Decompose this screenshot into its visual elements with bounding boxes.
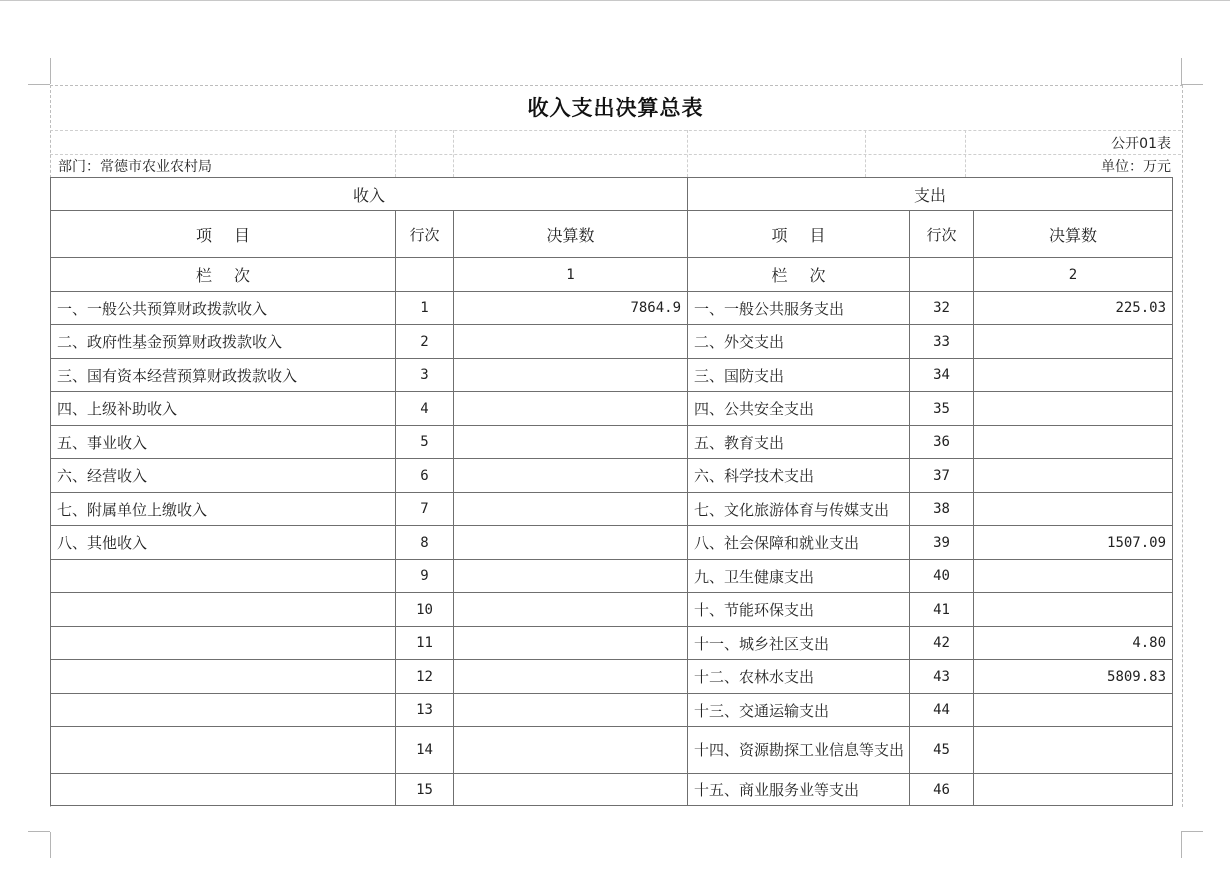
income-amount — [454, 593, 688, 627]
expense-amount — [974, 727, 1173, 774]
unit-label: 单位：万元 — [1101, 159, 1171, 175]
expense-row-number: 38 — [910, 493, 974, 526]
income-amount-header: 决算数 — [454, 211, 688, 258]
income-item: 四、上级补助收入 — [51, 392, 396, 426]
income-row-number: 11 — [396, 627, 454, 660]
expense-item: 三、国防支出 — [688, 359, 910, 392]
table-row — [51, 774, 1173, 806]
expense-amount — [974, 359, 1173, 392]
income-amount: 7864.9 — [454, 292, 688, 325]
expense-row-number: 42 — [910, 627, 974, 660]
expense-amount — [974, 593, 1173, 627]
expense-amount — [974, 560, 1173, 593]
table-row — [51, 593, 1173, 627]
income-row-number: 13 — [396, 694, 454, 727]
income-amount — [454, 627, 688, 660]
income-row-number: 2 — [396, 325, 454, 359]
income-row-number: 7 — [396, 493, 454, 526]
expense-row-number: 44 — [910, 694, 974, 727]
income-row-number: 3 — [396, 359, 454, 392]
expense-item: 六、科学技术支出 — [688, 459, 910, 493]
expense-row-number: 36 — [910, 426, 974, 459]
expense-amount — [974, 325, 1173, 359]
income-section-header: 收入 — [51, 178, 688, 211]
income-item: 二、政府性基金预算财政拨款收入 — [51, 325, 396, 359]
expense-column-label — [688, 258, 910, 292]
crop-mark — [50, 832, 51, 858]
expense-amount: 4.80 — [974, 627, 1173, 660]
expense-amount — [974, 493, 1173, 526]
income-row-number: 1 — [396, 292, 454, 325]
income-amount — [454, 325, 688, 359]
expense-item: 十二、农林水支出 — [688, 660, 910, 694]
income-item: 五、事业收入 — [51, 426, 396, 459]
gridline — [50, 154, 1181, 155]
income-item — [51, 627, 396, 660]
income-amount — [454, 560, 688, 593]
crop-mark — [1181, 58, 1182, 84]
expense-row-number: 43 — [910, 660, 974, 694]
table-row — [51, 292, 1173, 325]
expense-amount — [974, 694, 1173, 727]
crop-mark — [28, 831, 50, 832]
income-row-number: 15 — [396, 774, 454, 806]
expense-amount: 225.03 — [974, 292, 1173, 325]
income-amount — [454, 493, 688, 526]
expense-amount-header: 决算数 — [974, 211, 1173, 258]
expense-row-number: 39 — [910, 526, 974, 560]
table-row — [51, 459, 1173, 493]
expense-amount — [974, 392, 1173, 426]
table-row — [51, 426, 1173, 459]
income-item — [51, 727, 396, 774]
income-expense-table — [50, 177, 1173, 806]
income-row-number: 5 — [396, 426, 454, 459]
crop-mark — [1181, 832, 1182, 858]
expense-item: 十、节能环保支出 — [688, 593, 910, 627]
expense-amount — [974, 774, 1173, 806]
expense-row-number: 35 — [910, 392, 974, 426]
income-item: 三、国有资本经营预算财政拨款收入 — [51, 359, 396, 392]
income-row-number: 9 — [396, 560, 454, 593]
crop-mark — [28, 84, 50, 85]
page-top-border — [0, 0, 1230, 1]
expense-amount: 1507.09 — [974, 526, 1173, 560]
expense-item: 一、一般公共服务支出 — [688, 292, 910, 325]
gridline — [395, 130, 396, 177]
income-column-label-text: 栏次 — [195, 266, 272, 285]
table-row — [51, 392, 1173, 426]
expense-item: 四、公共安全支出 — [688, 392, 910, 426]
report-title: 收入支出决算总表 — [527, 95, 704, 120]
income-item — [51, 593, 396, 627]
expense-item: 十四、资源勘探工业信息等支出 — [688, 727, 910, 774]
income-row-number: 4 — [396, 392, 454, 426]
expense-item: 八、社会保障和就业支出 — [688, 526, 910, 560]
expense-row-number: 37 — [910, 459, 974, 493]
gridline — [453, 130, 454, 177]
gridline — [865, 130, 866, 177]
expense-item: 十三、交通运输支出 — [688, 694, 910, 727]
expense-row-number: 33 — [910, 325, 974, 359]
table-row — [51, 359, 1173, 392]
income-item: 六、经营收入 — [51, 459, 396, 493]
income-item: 一、一般公共预算财政拨款收入 — [51, 292, 396, 325]
expense-row-number: 32 — [910, 292, 974, 325]
income-amount — [454, 426, 688, 459]
table-row — [51, 694, 1173, 727]
expense-item: 十五、商业服务业等支出 — [688, 774, 910, 806]
expense-amount: 5809.83 — [974, 660, 1173, 694]
income-amount — [454, 392, 688, 426]
income-amount — [454, 359, 688, 392]
table-row — [51, 325, 1173, 359]
expense-amount — [974, 459, 1173, 493]
income-amount — [454, 459, 688, 493]
table-row — [51, 560, 1173, 593]
expense-item-header — [688, 211, 910, 258]
income-item: 七、附属单位上缴收入 — [51, 493, 396, 526]
income-column-number: 1 — [454, 258, 688, 292]
income-amount — [454, 774, 688, 806]
income-row-number: 12 — [396, 660, 454, 694]
expense-row-number: 34 — [910, 359, 974, 392]
income-item — [51, 660, 396, 694]
gridline — [50, 130, 1181, 131]
income-item-header — [51, 211, 396, 258]
expense-item: 七、文化旅游体育与传媒支出 — [688, 493, 910, 526]
income-item — [51, 560, 396, 593]
income-row-number: 6 — [396, 459, 454, 493]
expense-row-number: 45 — [910, 727, 974, 774]
expense-column-number: 2 — [974, 258, 1173, 292]
income-row-number: 10 — [396, 593, 454, 627]
expense-row-number: 46 — [910, 774, 974, 806]
expense-row-number: 40 — [910, 560, 974, 593]
expense-column-row-blank — [910, 258, 974, 292]
income-item — [51, 694, 396, 727]
crop-mark — [50, 58, 51, 84]
expense-row-number: 41 — [910, 593, 974, 627]
income-item-header-text: 项目 — [195, 225, 272, 245]
table-row — [51, 627, 1173, 660]
income-column-row-blank — [396, 258, 454, 292]
income-row-no-header: 行次 — [396, 211, 454, 258]
income-item — [51, 774, 396, 806]
income-amount — [454, 660, 688, 694]
income-amount — [454, 727, 688, 774]
table-row — [51, 727, 1173, 774]
table-body — [51, 292, 1173, 806]
table-row — [51, 493, 1173, 526]
income-column-label — [51, 258, 396, 292]
expense-row-no-header: 行次 — [910, 211, 974, 258]
income-row-number: 8 — [396, 526, 454, 560]
expense-amount — [974, 426, 1173, 459]
table-row — [51, 526, 1173, 560]
gridline — [965, 130, 966, 177]
gridline — [687, 130, 688, 177]
expense-item: 九、卫生健康支出 — [688, 560, 910, 593]
expense-item-header-text: 项目 — [771, 225, 848, 245]
expense-column-label-text: 栏次 — [771, 266, 848, 285]
expense-item: 五、教育支出 — [688, 426, 910, 459]
income-item: 八、其他收入 — [51, 526, 396, 560]
form-code: 公开01表 — [1111, 136, 1171, 152]
expense-item: 十一、城乡社区支出 — [688, 627, 910, 660]
expense-section-header: 支出 — [688, 178, 1173, 211]
crop-mark — [1181, 84, 1203, 85]
income-amount — [454, 526, 688, 560]
income-row-number: 14 — [396, 727, 454, 774]
crop-mark — [1181, 831, 1203, 832]
expense-item: 二、外交支出 — [688, 325, 910, 359]
department-label: 部门：常德市农业农村局 — [58, 159, 212, 175]
table-row — [51, 660, 1173, 694]
income-amount — [454, 694, 688, 727]
